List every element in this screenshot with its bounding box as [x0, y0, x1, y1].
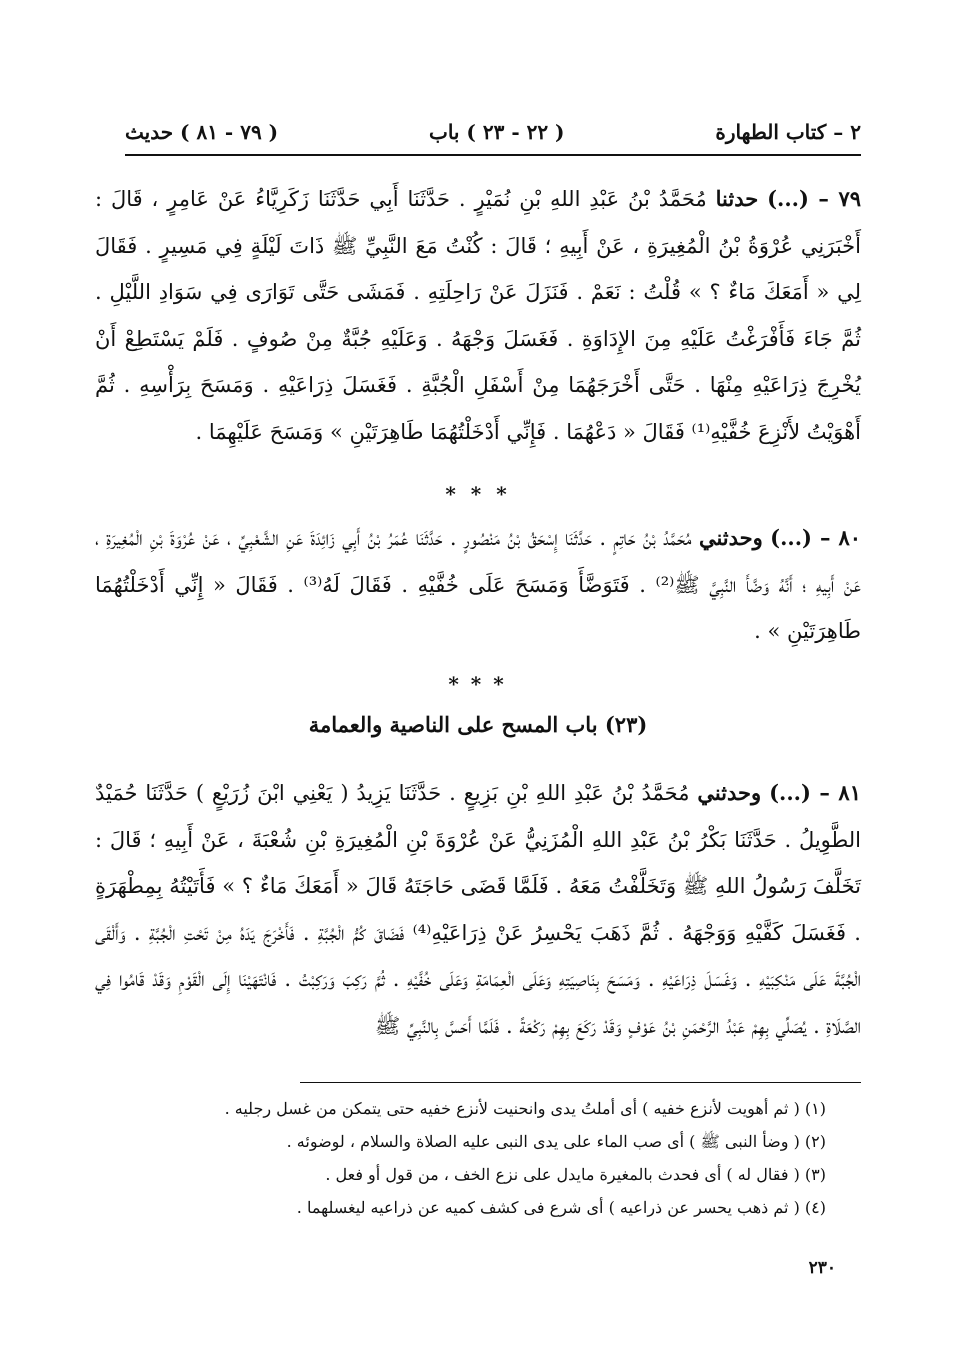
page-number: ٢٣٠	[808, 1258, 836, 1278]
footnote-item: (٣) ( فقال له ) أى فحدث بالمغيرة مايدل على نزع الخف ، من قول أو فعل .	[325, 1165, 826, 1184]
hadith-lead: حدثنا	[715, 186, 759, 211]
hadith-number: ٧٩ – (...)	[767, 186, 862, 211]
footnotes	[95, 1092, 826, 1224]
hadith-79	[95, 176, 861, 455]
hadith-text: مُحَمَّدُ بْنُ عَبْدِ اللهِ بْنِ نُمَيْرٍ . حَدَّثَنَا أَبِي حَدَّثَنَا زَكَرِيَّاءُ عَنْ عَامِرٍ ، قَالَ : أَخْبَرَنِي عُرْوَةُ بْنُ الْمُغِيرَةِ ، عَنْ أَبِيهِ ؛ قَالَ : كُنْتُ مَعَ النَّبِيِّ ﷺ ذَاتَ لَيْلَةٍ فِي مَسِيرٍ . فَقَالَ لِي « أَمَعَكَ مَاءٌ ؟ » قُلْتُ : نَعَمْ . فَنَزَلَ عَنْ رَاحِلَتِهِ . فَمَشَى حَتَّى تَوَارَى فِي سَوَادِ اللَّيْلِ . ثُمَّ جَاءَ فَأَفْرَغْتُ عَلَيْهِ مِنَ الإِدَاوَةِ . فَغَسَلَ وَجْهَهُ . وَعَلَيْهِ جُبَّةٌ مِنْ صُوفٍ . فَلَمْ يَسْتَطِعْ أَنْ يُخْرِجَ ذِرَاعَيْهِ مِنْهَا . حَتَّى أَخْرَجَهُمَا مِنْ أَسْفَلِ الْجُبَّةِ . فَغَسَلَ ذِرَاعَيْهِ . وَمَسَحَ بِرَأْسِهِ . ثُمَّ أَهْوَيْتُ لأَنْزِعَ خُفَّيْهِ⁽¹⁾ فَقَالَ « دَعْهُمَا . فَإِنِّي أَدْخَلْتُهُمَا طَاهِرَتَيْنِ » وَمَسَحَ عَلَيْهِمَا .	[95, 187, 861, 444]
hadith-number: ٨١ – (...)	[769, 780, 861, 805]
separator-stars: * * *	[445, 482, 511, 506]
hadith-number: ٨٠ – (...)	[770, 525, 861, 550]
hadith-lead: وحدثني	[698, 525, 763, 550]
header-hadith-range: ( ٧٩ - ٨١ ) حديث	[125, 120, 279, 144]
footnote-item: (٢) ( وضأ النبى ﷺ ) أى صب الماء على يدى النبى عليه الصلاة والسلام ، لوضوئه .	[286, 1132, 826, 1151]
chapter-heading: (٢٣) باب المسح على الناصية والعمامة	[308, 712, 648, 737]
footnote-item: (٤) ( ثم ذهب يحسر عن ذراعيه ) أى شرع فى كشف كميه عن ذراعيه ليغسلهما .	[296, 1198, 826, 1217]
header-book-title: ٢ – كتاب الطهارة	[715, 120, 861, 144]
hadith-81	[95, 770, 861, 1049]
header-chapter-range: ( ٢٢ - ٢٣ ) باب	[428, 120, 565, 144]
hadith-lead: وحدثني	[697, 780, 762, 805]
footnote-divider	[300, 1082, 861, 1083]
hadith-text: مُحَمَّدُ بْنُ حَاتِمٍ . حَدَّثَنَا إِسْحَقُ بْنُ مَنْصُورٍ . حَدَّثَنَا عُمَرُ بْنُ أَبِي زَائِدَةَ عَنِ الشَّعْبِيِّ ، عَنْ عُرْوَةَ بْنِ الْمُغِيرَةِ ، عَنْ أَبِيهِ ؛ أَنَّهُ وَضَّأَ النَّبِيَّ ﷺ⁽²⁾ . فَتَوَضَّأَ وَمَسَحَ عَلَى خُفَّيْهِ . فَقَالَ لَهُ⁽³⁾ . فَقَالَ « إِنِّي أَدْخَلْتُهُمَا طَاهِرَتَيْنِ » .	[95, 526, 861, 643]
page-header	[125, 112, 861, 156]
hadith-text: مُحَمَّدُ بْنُ عَبْدِ اللهِ بْنِ بَزِيعٍ . حَدَّثَنَا يَزِيدُ ( يَعْنِي ابْنَ زُرَيْعٍ ) حَدَّثَنَا حُمَيْدٌ الطَّوِيلُ . حَدَّثَنَا بَكْرُ بْنُ عَبْدِ اللهِ الْمُزَنِيُّ عَنْ عُرْوَةَ بْنِ الْمُغِيرَةِ بْنِ شُعْبَةَ ، عَنْ أَبِيهِ ؛ قَالَ : تَخَلَّفَ رَسُولُ اللهِ ﷺ وَتَخَلَّفْتُ مَعَهُ . فَلَمَّا قَضَى حَاجَتَهُ قَالَ « أَمَعَكَ مَاءٌ ؟ » فَأَتَيْتُهُ بِمِطْهَرَةٍ . فَغَسَلَ كَفَّيْهِ وَوَجْهَهُ . ثُمَّ ذَهَبَ يَحْسِرُ عَنْ ذِرَاعَيْهِ⁽⁴⁾ فَضَاقَ كُمُّ الْجُبَّةِ . فَأَخْرَجَ يَدَهُ مِنْ تَحْتِ الْجُبَّةِ . وَأَلْقَى الْجُبَّةَ عَلَى مَنْكِبَيْهِ . وَغَسَلَ ذِرَاعَيْهِ . وَمَسَحَ بِنَاصِيَتِهِ وَعَلَى الْعِمَامَةِ وَعَلَى خُفَّيْهِ . ثُمَّ رَكِبَ وَرَكِبْتُ . فَانْتَهَيْنَا إِلَى الْقَوْمِ وَقَدْ قَامُوا فِي الصَّلَاةِ . يُصَلِّي بِهِمْ عَبْدُ الرَّحْمَنِ بْنُ عَوْفٍ وَقَدْ رَكَعَ بِهِمْ رَكْعَةً . فَلَمَّا أَحَسَّ بِالنَّبِيِّ ﷺ	[95, 781, 861, 1038]
hadith-80	[95, 515, 861, 655]
footnote-item: (١) ( ثم أهويت لأنزع خفيه ) أى أملتُ يدى وانحنيت لأنزع خفيه حتى يتمكن من غسل رجليه .	[224, 1099, 826, 1118]
separator-stars: * * *	[448, 672, 508, 696]
